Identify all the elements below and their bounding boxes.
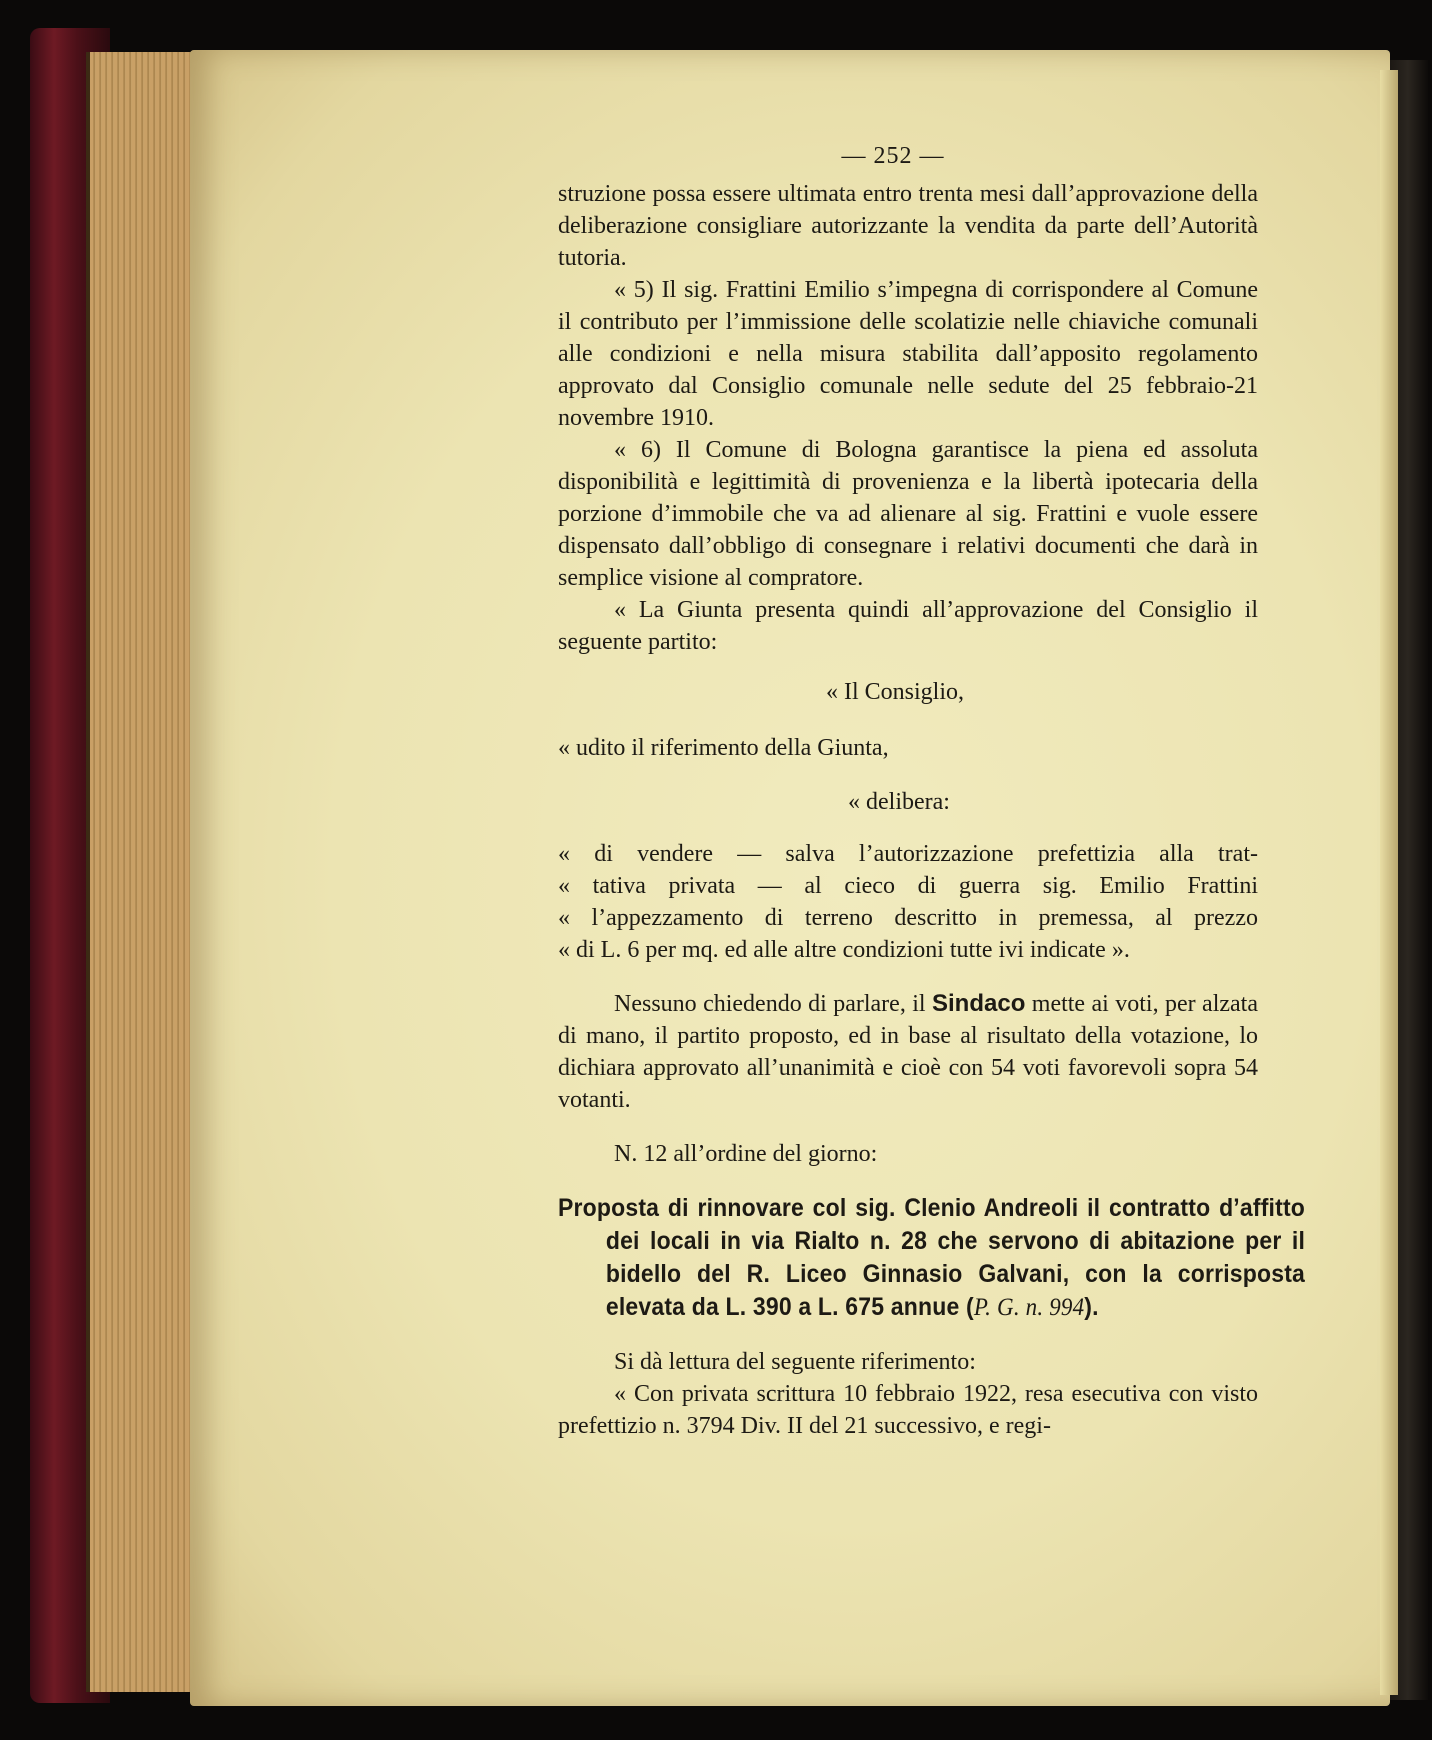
delibera-line: « delibera: — [848, 789, 950, 815]
page-stack-edge — [86, 52, 200, 1692]
agenda-item: N. 12 all’ordine del giorno: — [614, 1141, 878, 1167]
paragraph-point-5: « 5) Il sig. Frattini Emilio s’impegna di corrispondere al Comune il contributo per l’immissione delle scolatizie nelle chiaviche comunali alle condizioni e nella misura stabilita dall’apposito regolamento approvato dal Consiglio comunale nelle sedute del 25 febbraio-21 novembre 1910. — [558, 277, 1258, 431]
paragraph-point-6: « 6) Il Comune di Bologna garantisce la piena ed assoluta disponibilità e legittimità di provenienza e la libertà ipotecaria della porzione d’immobile che va ad alienare al sig. Frattini e vuole essere dispensato dall’obbligo di consegnare i relativi documenti che darà in semplice visione al compratore. — [558, 437, 1258, 591]
proposal-close: ). — [1084, 1293, 1099, 1321]
sindaco-name: Sindaco — [932, 990, 1026, 1017]
council-heading: « Il Consiglio, — [826, 679, 965, 705]
final-paragraph: « Con privata scrittura 10 febbraio 1922, resa esecutiva con visto prefettizio n. 3794 Div. II del 21 successivo, e regi- — [558, 1381, 1258, 1439]
resolution-line: « tativa privata — al cieco di guerra sig. Emilio Frattini — [558, 873, 1258, 899]
vote-paragraph — [558, 988, 1258, 1116]
proposal-reference: P. G. n. 994 — [973, 1294, 1085, 1321]
proposal-text: Proposta di rinnovare col sig. Clenio Andreoli il contratto d’affitto dei locali in via Rialto n. 28 che servono di abitazione per il bidello del R. Liceo Ginnasio Galvani, con la corrisposta elevata da L. 390 a L. 675 annue ( — [558, 1194, 1306, 1321]
udito-line: « udito il riferimento della Giunta, — [558, 735, 889, 761]
vote-text-before: Nessuno chiedendo di parlare, il — [614, 991, 932, 1017]
resolution-line: « di vendere — salva l’autorizzazione prefettizia alla trat- — [558, 841, 1258, 867]
proposal-heading — [558, 1192, 1305, 1324]
reading-intro: Si dà lettura del seguente riferimento: — [614, 1349, 976, 1375]
page-text — [558, 140, 1306, 1442]
page-number: — 252 — — [841, 143, 945, 169]
resolution-line: « l’appezzamento di terreno descritto in premessa, al prezzo — [558, 905, 1258, 931]
paragraph-giunta: « La Giunta presenta quindi all’approvazione del Consiglio il seguente partito: — [558, 597, 1258, 655]
paragraph-continuation: struzione possa essere ultimata entro trenta mesi dall’approvazione della deliberazione consigliare autorizzante la vendita da parte dell’Autorità tutoria. — [558, 181, 1258, 271]
resolution-line: « di L. 6 per mq. ed alle altre condizioni tutte ivi indicate ». — [558, 937, 1130, 963]
resolution-block — [558, 838, 1258, 966]
vote-text-after: mette ai voti, per alzata di mano, il partito proposto, ed in base al risultato della votazione, lo dichiara approvato all’unanimità e cioè con 54 voti favorevoli sopra 54 votanti. — [558, 991, 1259, 1113]
next-page-edge — [1380, 70, 1398, 1695]
